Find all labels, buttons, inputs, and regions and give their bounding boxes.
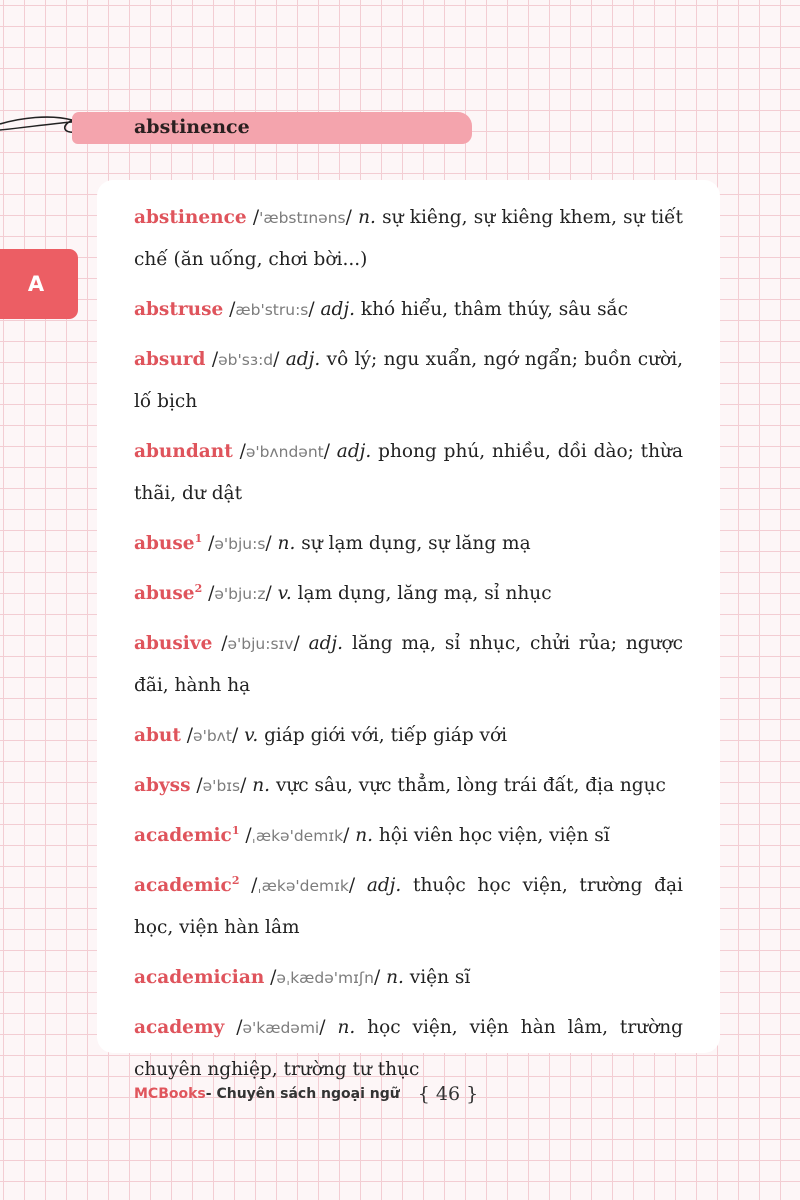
- footer-slogan: - Chuyên sách ngoại ngữ: [205, 1086, 400, 1102]
- entry-headword-text: academic: [134, 825, 232, 846]
- dictionary-entry: abuse$^2$ /ə'bju:z/ v. lạm dụng, lăng mạ, sỉ nhục: [134, 581, 552, 604]
- entry-headword: [134, 1017, 224, 1038]
- entry-pronunciation: æb'stru:s: [235, 301, 309, 319]
- entry-headword: [134, 441, 233, 462]
- dictionary-entry: academic$^1$ /ˌækə'demɪk/ n. hội viên học viện, viện sĩ: [134, 823, 610, 846]
- alphabet-tab[interactable]: [0, 249, 78, 319]
- entry-headword: [134, 349, 205, 370]
- dictionary-entry: academician /əˌkædə'mɪʃn/ n. viện sĩ: [134, 967, 471, 988]
- dictionary-entry: academic$^2$ /ˌækə'demɪk/ adj. thuộc học viện, trường đại học, viện hàn lâm: [134, 873, 683, 938]
- entry-sense-number: 1: [231, 823, 240, 837]
- entry-definition: sự kiêng, sự kiêng khem, sự tiết chế (ăn uống, chơi bời...): [134, 207, 683, 270]
- entry-definition: vô lý; ngu xuẩn, ngớ ngẩn; buồn cười, lố bịch: [134, 349, 683, 412]
- entry-definition: khó hiểu, thâm thúy, sâu sắc: [360, 299, 628, 320]
- entry-part-of-speech: n.: [337, 1017, 356, 1038]
- entry-sense-number: 1: [194, 531, 203, 545]
- entry-pronunciation: ə'bɪs: [202, 777, 241, 795]
- entry-headword: [134, 967, 264, 988]
- entry-definition: hội viên học viện, viện sĩ: [378, 825, 610, 846]
- entry-headword-text: abuse: [134, 533, 195, 554]
- entry-pronunciation: ə'bju:s: [214, 535, 266, 553]
- entry-pronunciation: ˌækə'demɪk: [251, 827, 344, 845]
- entry-definition: học viện, viện hàn lâm, trường chuyên nghiệp, trường tư thục: [134, 1017, 683, 1080]
- entry-pronunciation: ə'bʌndənt: [245, 443, 324, 461]
- dictionary-entry-list: [134, 197, 683, 1099]
- entry-headword: [134, 875, 239, 896]
- entry-part-of-speech: v.: [277, 583, 292, 604]
- entry-headword: [134, 533, 202, 554]
- entry-pronunciation: əˌkædə'mɪʃn: [276, 969, 374, 987]
- header-title: abstinence: [134, 116, 250, 138]
- page-footer: [134, 1080, 478, 1108]
- entry-part-of-speech: adj.: [308, 633, 344, 654]
- dictionary-entry: abstruse /æb'stru:s/ adj. khó hiểu, thâm thúy, sâu sắc: [134, 299, 628, 320]
- entry-part-of-speech: adj.: [320, 299, 355, 320]
- dictionary-entry: abyss /ə'bɪs/ n. vực sâu, vực thẳm, lòng trái đất, địa ngục: [134, 775, 666, 796]
- entry-headword: [134, 725, 181, 746]
- entry-headword: [134, 825, 239, 846]
- dictionary-entry: abuse$^1$ /ə'bju:s/ n. sự lạm dụng, sự lăng mạ: [134, 531, 531, 554]
- entry-part-of-speech: v.: [244, 725, 259, 746]
- entry-headword-text: absurd: [134, 349, 206, 370]
- entry-headword: [134, 583, 202, 604]
- entry-headword: [134, 299, 223, 320]
- entry-definition: phong phú, nhiều, dồi dào; thừa thãi, dư dật: [134, 441, 683, 504]
- entry-headword-text: abstruse: [134, 299, 224, 320]
- entry-headword-text: abundant: [134, 441, 233, 462]
- entry-headword-text: abstinence: [134, 207, 247, 228]
- header-title-bar: [72, 112, 472, 144]
- entry-definition: giáp giới với, tiếp giáp với: [264, 725, 508, 746]
- entry-headword-text: academician: [134, 967, 265, 988]
- entry-part-of-speech: adj.: [336, 441, 372, 462]
- entry-part-of-speech: n.: [252, 775, 271, 796]
- dictionary-entry: abundant /ə'bʌndənt/ adj. phong phú, nhiều, dồi dào; thừa thãi, dư dật: [134, 441, 683, 504]
- dictionary-entry: abut /ə'bʌt/ v. giáp giới với, tiếp giáp với: [134, 725, 508, 746]
- entry-part-of-speech: adj.: [285, 349, 321, 370]
- entry-definition: thuộc học viện, trường đại học, viện hàn lâm: [134, 875, 683, 938]
- entry-pronunciation: ˌækə'demɪk: [257, 877, 349, 895]
- entry-headword: [134, 207, 247, 228]
- entry-pronunciation: ə'bju:sɪv: [227, 635, 294, 653]
- entry-headword: [134, 775, 191, 796]
- entry-definition: sự lạm dụng, sự lăng mạ: [301, 533, 531, 554]
- entry-headword-text: abyss: [134, 775, 191, 796]
- entry-definition: viện sĩ: [409, 967, 471, 988]
- dictionary-entry: abusive /ə'bju:sɪv/ adj. lăng mạ, sỉ nhục, chửi rủa; ngược đãi, hành hạ: [134, 633, 683, 696]
- entry-headword-text: abuse: [134, 583, 195, 604]
- dictionary-entry: academy /ə'kædəmi/ n. học viện, viện hàn lâm, trường chuyên nghiệp, trường tư thục: [134, 1017, 683, 1080]
- footer-brand: MCBooks: [134, 1086, 206, 1102]
- entry-sense-number: 2: [194, 581, 203, 595]
- entry-pronunciation: ə'bʌt: [193, 727, 232, 745]
- entry-part-of-speech: n.: [386, 967, 404, 988]
- entry-sense-number: 2: [231, 873, 240, 887]
- alphabet-tab-letter: A: [27, 272, 45, 296]
- entry-headword-text: abusive: [134, 633, 213, 654]
- entry-part-of-speech: adj.: [366, 875, 402, 896]
- entry-headword-text: academic: [134, 875, 232, 896]
- entry-pronunciation: əb'sɜ:d: [218, 351, 274, 369]
- entry-headword-text: abut: [134, 725, 181, 746]
- entry-definition: lăng mạ, sỉ nhục, chửi rủa; ngược đãi, hành hạ: [134, 633, 683, 696]
- entry-definition: vực sâu, vực thẳm, lòng trái đất, địa ngục: [275, 775, 666, 796]
- entry-part-of-speech: n.: [277, 533, 296, 554]
- entry-pronunciation: 'æbstɪnəns: [259, 209, 346, 227]
- entry-part-of-speech: n.: [358, 207, 376, 228]
- page-number: { 46 }: [417, 1083, 479, 1105]
- entry-headword-text: academy: [134, 1017, 225, 1038]
- dictionary-entry: absurd /əb'sɜ:d/ adj. vô lý; ngu xuẩn, ngớ ngẩn; buồn cười, lố bịch: [134, 349, 683, 412]
- dictionary-entry: abstinence /'æbstɪnəns/ n. sự kiêng, sự kiêng khem, sự tiết chế (ăn uống, chơi bời...): [134, 207, 683, 270]
- entry-part-of-speech: n.: [355, 825, 373, 846]
- entry-pronunciation: ə'kædəmi: [242, 1019, 320, 1037]
- entry-definition: lạm dụng, lăng mạ, sỉ nhục: [297, 583, 552, 604]
- entry-headword: [134, 633, 212, 654]
- entry-pronunciation: ə'bju:z: [214, 585, 266, 603]
